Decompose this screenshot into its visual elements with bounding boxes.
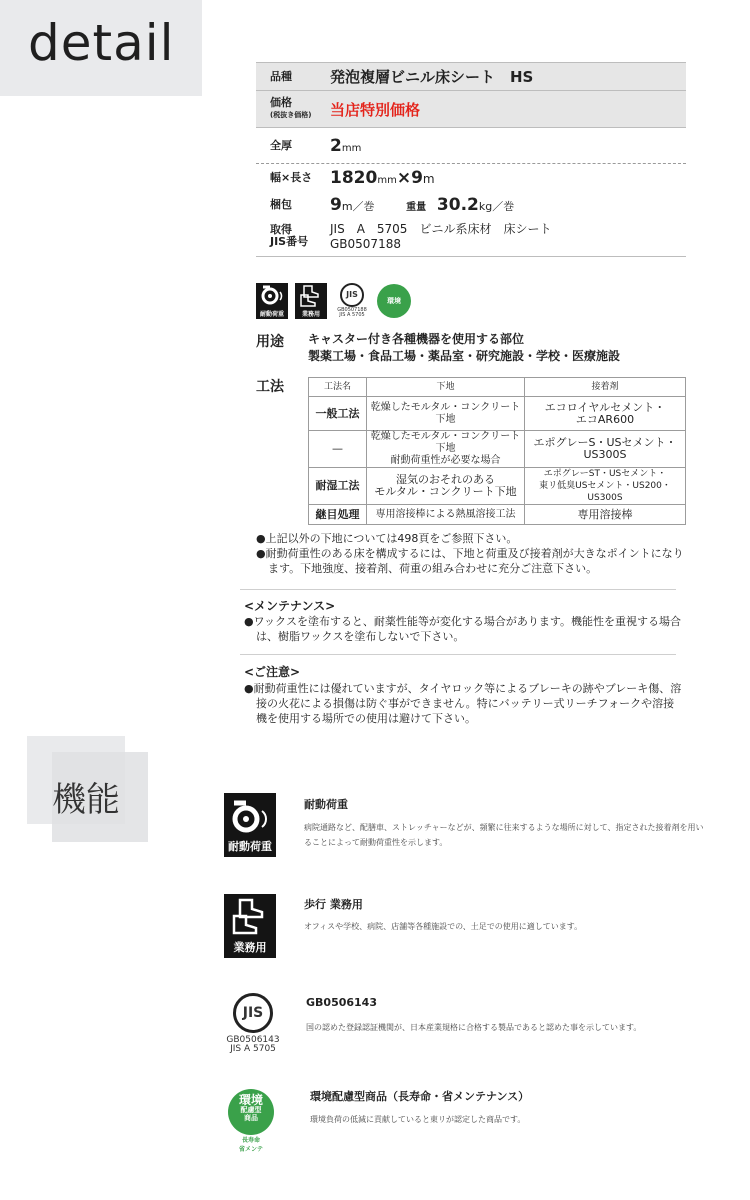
eco-circle [228,1089,274,1135]
jis-value-2: GB0507188 [330,237,401,251]
spec-value-thickness [330,136,686,156]
substrate-line-2: 耐動荷重性が必要な場合 [390,455,501,466]
method-header-substrate: 下地 [367,378,525,397]
load-icon-caption: 耐動荷重 [259,311,284,318]
jis-large-no-2: JIS A 5705 [230,1044,276,1054]
function-title-jis: GB0506143 [306,996,377,1009]
spec-value-pack [330,195,686,215]
maintenance-title: <メンテナンス> [244,599,336,613]
divider [240,589,676,590]
jis-large-text: JIS [233,993,273,1033]
jis-large-no-1: GB0506143 [226,1035,280,1045]
note-2: ●耐動荷重性のある床を構成するには、下地と荷重及び接着剤が大きなポイントになります。下地強度、接着剤、荷重の組み合わせに充分ご注意下さい。 [256,547,684,575]
spec-row-thickness [256,127,686,163]
spec-value-size [330,168,686,188]
spec-row-price [256,90,686,127]
jis-mark-large [224,993,282,1054]
usage-text [308,331,620,365]
adhesive-line-1: エポグレーS・USセメント・ [533,436,677,449]
method-header-row [309,378,686,397]
substrate-line-2: モルタル・コンクリート下地 [374,485,517,498]
size-sep: × [396,167,412,188]
caution-body: ●耐動荷重性には優れていますが、タイヤロック等によるブレーキの跡やブレーキ傷、溶接の火花による損傷は防ぐ事ができません。特にバッテリー式リーチフォークや溶接機を使用する場所での使用は避けて下さい。 [244,682,682,725]
maintenance-body: ●ワックスを塗布すると、耐薬性能等が変化する場合があります。機能性を重視する場合は、樹脂ワックスを塗布しないで下さい。 [244,615,682,643]
eco-foot-1: 長寿命 [241,1137,260,1144]
note-1: ●上記以外の下地については498頁をご参照下さい。 [256,532,518,545]
weight-label: 重量 [406,202,427,213]
feature-icons-row [256,283,411,319]
eco-line-1: 環境 [238,1093,263,1107]
adhesive-line-2: 東リ低臭USセメント・US200・US300S [539,481,671,503]
spec-table [256,62,686,257]
thickness-number: 2 [330,135,342,156]
divider [240,654,676,655]
walk-icon [295,283,327,319]
eco-foot-2: 省メンテ [238,1146,263,1153]
load-icon [256,283,288,319]
size-width: 1820 [330,167,378,188]
jis-label-1: 取得 [270,223,292,236]
spec-value-jis [330,222,686,252]
spec-value-product: 発泡複層ビニル床シート HS [330,68,534,86]
method-header-adhesive: 接着剤 [525,378,686,397]
eco-mark-large [226,1089,276,1153]
size-width-unit: mm [377,174,397,186]
size-length: 9 [411,167,423,188]
spec-row-pack [256,191,686,219]
jis-mark-small [334,283,370,318]
spec-label-jis [256,222,330,248]
walk-icon-large [224,894,276,958]
spec-value-price: 当店特別価格 [330,100,421,119]
method-substrate: 専用溶接棒による熱風溶接工法 [367,505,525,525]
adhesive-line-1: エコロイヤルセメント・ [544,400,666,414]
method-notes [256,531,692,576]
usage-line-2: 製薬工場・食品工場・薬品室・研究施設・学校・医療施設 [308,349,621,363]
spec-label-thickness: 全厚 [270,138,292,152]
usage-line-1: キャスター付き各種機器を使用する部位 [308,332,525,346]
spec-label-product: 品種 [270,69,292,83]
weight-unit: kg／巻 [478,200,515,213]
caster-icon [256,283,288,309]
jis-small-no-2: JIS A 5705 [339,312,365,318]
method-substrate [367,431,525,468]
walk-icon-large-caption: 業務用 [233,941,267,954]
jis-small-no-1: GB0507188 [337,307,367,313]
shoe-icon [295,283,327,309]
weight-number: 30.2 [436,195,479,215]
load-icon-large [224,793,276,857]
jis-value-1: JIS A 5705 ビニル系床材 床シート [330,222,552,236]
jis-small-text: JIS [340,283,364,307]
method-label: 工法 [256,379,284,395]
spec-row-size [256,163,686,191]
method-substrate [367,468,525,505]
method-name: 一般工法 [309,397,367,431]
functions-title: 機能 [52,780,120,820]
spec-row-jis [256,219,686,257]
caution-title: <ご注意> [244,665,301,679]
adhesive-line-1: エポグレーST・USセメント・ [543,469,667,479]
jis-label-2: JIS番号 [270,235,309,248]
table-row [309,468,686,505]
spec-label-pack: 梱包 [270,198,292,211]
detail-header-tab [0,0,202,96]
method-adhesive: 専用溶接棒 [525,505,686,525]
eco-mark-small: 環境 [377,284,411,318]
table-row [309,397,686,431]
method-adhesive [525,431,686,468]
caster-icon [224,793,276,839]
pack-number: 9 [330,195,342,215]
method-name: 耐湿工法 [309,468,367,505]
method-adhesive [525,397,686,431]
walk-icon-caption: 業務用 [301,311,320,318]
spec-label-price [256,97,330,121]
adhesive-line-2: US300S [583,448,627,461]
function-desc-walk: オフィスや学校、病院、店舗等各種施設での、土足での使用に適しています。 [304,922,583,931]
substrate-line-1: 乾燥したモルタル・コンクリート下地 [370,431,521,454]
price-sublabel: (税抜き価格) [270,111,312,119]
function-desc-jis: 国の認めた登録認証機関が、日本産業規格に合格する製品であると認めた事を示しています。 [306,1023,642,1032]
detail-title: detail [28,14,175,72]
adhesive-line-2: エコAR600 [575,412,635,426]
function-title-walk: 歩行 業務用 [304,898,363,911]
usage-label: 用途 [256,334,284,350]
pack-unit: m／巻 [341,200,375,213]
method-substrate [367,397,525,431]
table-row [309,431,686,468]
eco-line-2: 配慮型 [240,1106,262,1114]
method-name: 継目処理 [309,505,367,525]
spec-label-size: 幅×長さ [270,170,313,184]
eco-line-3: 商品 [244,1114,258,1122]
function-title-eco: 環境配慮型商品（長寿命・省メンテナンス） [310,1090,530,1103]
thickness-unit: mm [341,142,362,154]
method-adhesive [525,468,686,505]
shoe-icon [224,894,276,940]
substrate-line-1: 乾燥したモルタル・コンクリート下地 [370,401,521,425]
price-label: 価格 [270,96,292,109]
spec-row-product [256,62,686,90]
function-title-load: 耐動荷重 [304,798,348,811]
table-row [309,505,686,525]
substrate-line-1: 湿気のおそれのある [396,473,495,486]
method-table [308,377,686,525]
load-icon-large-caption: 耐動荷重 [228,840,272,853]
size-length-unit: m [422,171,435,186]
function-desc-load: 病院通路など、配膳車、ストレッチャーなどが、頻繁に往来するような場所に対して、指定された接着剤を用いることによって耐動荷重性を示します。 [304,823,704,847]
method-name: — [309,431,367,468]
function-desc-eco: 環境負荷の低減に貢献していると東リが認定した商品です。 [310,1115,526,1124]
method-header-name: 工法名 [309,378,367,397]
